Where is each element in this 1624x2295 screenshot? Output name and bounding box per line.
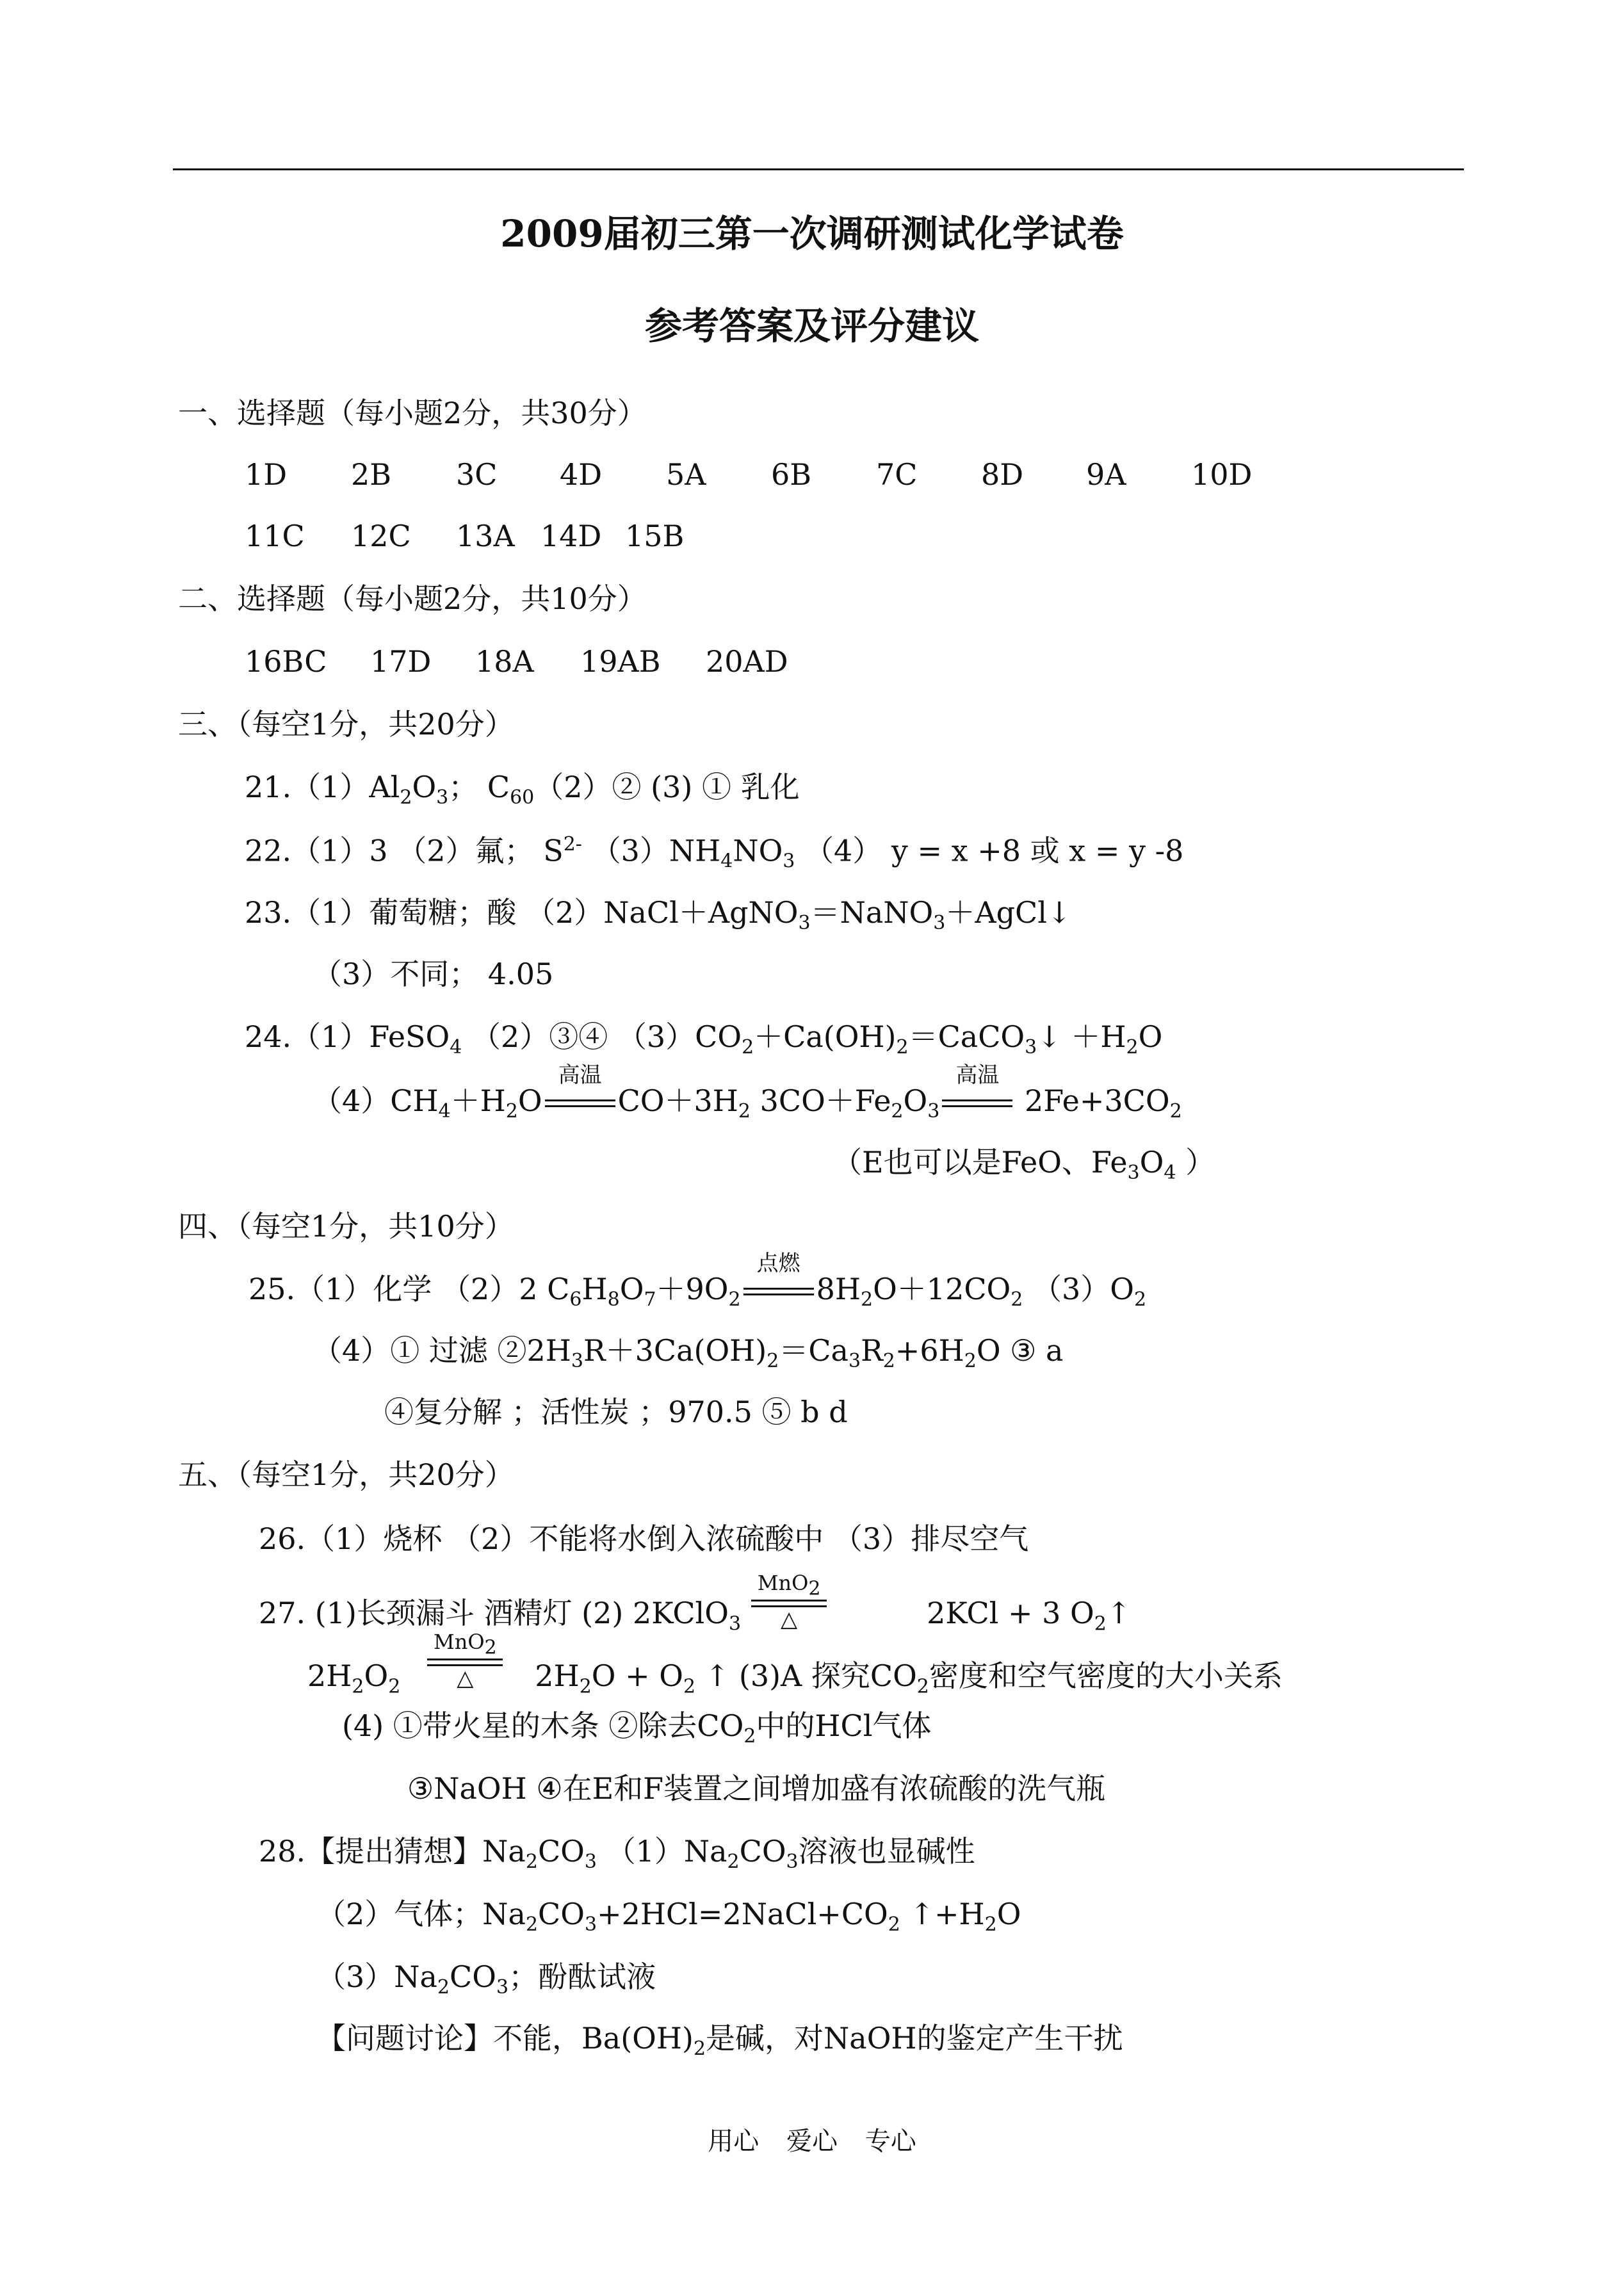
- question-25-line-2: （4）① 过滤 $②2H_3R+3Ca(OH)_2=Ca_3R_2+6H_2O$ ③ a: [313, 1333, 1064, 1373]
- question-28-line-4: 【问题讨论】不能，$Ba(OH)_2$是碱，对NaOH的鉴定产生干扰: [316, 2021, 1123, 2061]
- page-footer: 用心 爱心 专心: [708, 2127, 916, 2156]
- answer-item: 10D: [1191, 457, 1253, 492]
- answer-item: 14D: [540, 519, 602, 553]
- page-subtitle: 参考答案及评分建议: [644, 304, 979, 348]
- answer-item: 11C: [245, 519, 305, 553]
- section-2-row-1: [245, 644, 788, 679]
- answer-item: 4D: [560, 457, 603, 492]
- question-21: $21.(1)Al_2O_3$； $C_{60}(2)②$ (3) ① 乳化: [245, 770, 800, 809]
- section-4-header: 四、（每空1分，共10分）: [178, 1209, 514, 1244]
- answer-item: 18A: [475, 644, 534, 679]
- section-1-row-2: [245, 521, 684, 551]
- page-title: 2009届初三第一次调研测试化学试卷: [500, 212, 1124, 255]
- answer-item: 20AD: [706, 644, 788, 679]
- question-22: 22.（1）3 （2）氟； $S^{2-}$ $(3)NH_4NO_3$ （4） y = x +8 或 x = y -8: [245, 833, 1184, 873]
- catalyst-heat-condition: MnO$_2$ △: [423, 1632, 507, 1689]
- section-2-header: 二、选择题（每小题2分，共10分）: [178, 581, 647, 616]
- question-24: 24.（1）FeSO$_4$ （2）③④ $(3)CO_2+Ca(OH)_2=CaCO_3↓ +H_2O$: [245, 1019, 1163, 1059]
- question-28-line-2: （2）气体；$Na_2CO_3+2HCl=2NaCl+CO_2$ $↑+H_2O$: [316, 1897, 1021, 1936]
- answer-item: 8D: [981, 457, 1024, 492]
- answer-item: 9A: [1086, 457, 1126, 492]
- question-27-line-4: ③NaOH ④在E和F装置之间增加盛有浓硫酸的洗气瓶: [407, 1771, 1106, 1806]
- section-1-header: 一、选择题（每小题2分，共30分）: [178, 396, 647, 430]
- answer-item: 1D: [245, 457, 288, 492]
- reaction-condition-arrow: 高温: [542, 1086, 618, 1115]
- question-28: 28.【提出猜想】$Na_2CO_3$ $(1)Na_2CO_3$溶液也显碱性: [259, 1834, 975, 1874]
- answer-item: 15B: [625, 519, 685, 553]
- answer-item: 5A: [666, 457, 706, 492]
- answer-item: 17D: [370, 644, 432, 679]
- question-25-line-3: ④复分解 ；活性炭 ；970.5 ⑤ b d: [384, 1395, 848, 1429]
- catalyst-heat-condition: MnO$_2$ △: [747, 1573, 831, 1630]
- answer-item: 13A: [456, 519, 515, 553]
- answer-item: 16BC: [245, 644, 327, 679]
- question-26: 26.（1）烧杯 （2）不能将水倒入浓硫酸中 （3）排尽空气: [259, 1521, 1029, 1556]
- answer-item: 6B: [771, 457, 812, 492]
- section-3-header: 三、（每空1分，共20分）: [178, 707, 514, 742]
- question-27: 27. (1)长颈漏斗 酒精灯 (2) 2KClO$_3$ MnO$_2$ △ 2KCl + 3 $O_2↑$: [259, 1571, 1132, 1635]
- question-27-line-3: (4) ①带火星的木条 ②除去$CO_2$中的HCl气体: [342, 1708, 932, 1748]
- section-5-header: 五、（每空1分，共20分）: [178, 1457, 514, 1492]
- answer-item: 7C: [876, 457, 918, 492]
- question-23-line-2: （3）不同； 4.05: [313, 957, 554, 991]
- answer-item: 2B: [351, 457, 392, 492]
- question-27-line-2: $2H_2O_2$ MnO$_2$ △ $2H_2O + O_2$ ↑ (3)A 探究$CO_2$密度和空气密度的大小关系: [307, 1630, 1283, 1698]
- reaction-condition-arrow: 高温: [939, 1086, 1015, 1115]
- answer-item: 19AB: [580, 644, 661, 679]
- question-23: 23.（1）葡萄糖；酸 （2）NaCl＋AgNO$_3$＝NaNO$_3$＋AgCl↓: [245, 895, 1072, 935]
- question-24-line-2: $(4)CH_4+H_2O$ 高温 $CO+3H_2$ $3CO+Fe_2O_3$ 高温 $2Fe+3CO_2$: [313, 1062, 1182, 1123]
- top-rule: [173, 168, 1464, 170]
- reaction-condition-arrow: 点燃: [741, 1274, 816, 1304]
- answer-item: 3C: [456, 457, 498, 492]
- answer-item: 12C: [351, 519, 411, 553]
- question-25: 25.（1）化学 （2）2 $C_6H_8O_7+9O_2$ 点燃 $8H_2O+12CO_2$ $(3)O_2$: [248, 1251, 1147, 1311]
- question-28-line-3: $(3)Na_2CO_3$；酚酞试液: [316, 1959, 656, 1999]
- section-1-row-1: [245, 457, 1253, 492]
- question-24-line-3: （E也可以是FeO、$Fe_3O_4$ ）: [832, 1145, 1215, 1185]
